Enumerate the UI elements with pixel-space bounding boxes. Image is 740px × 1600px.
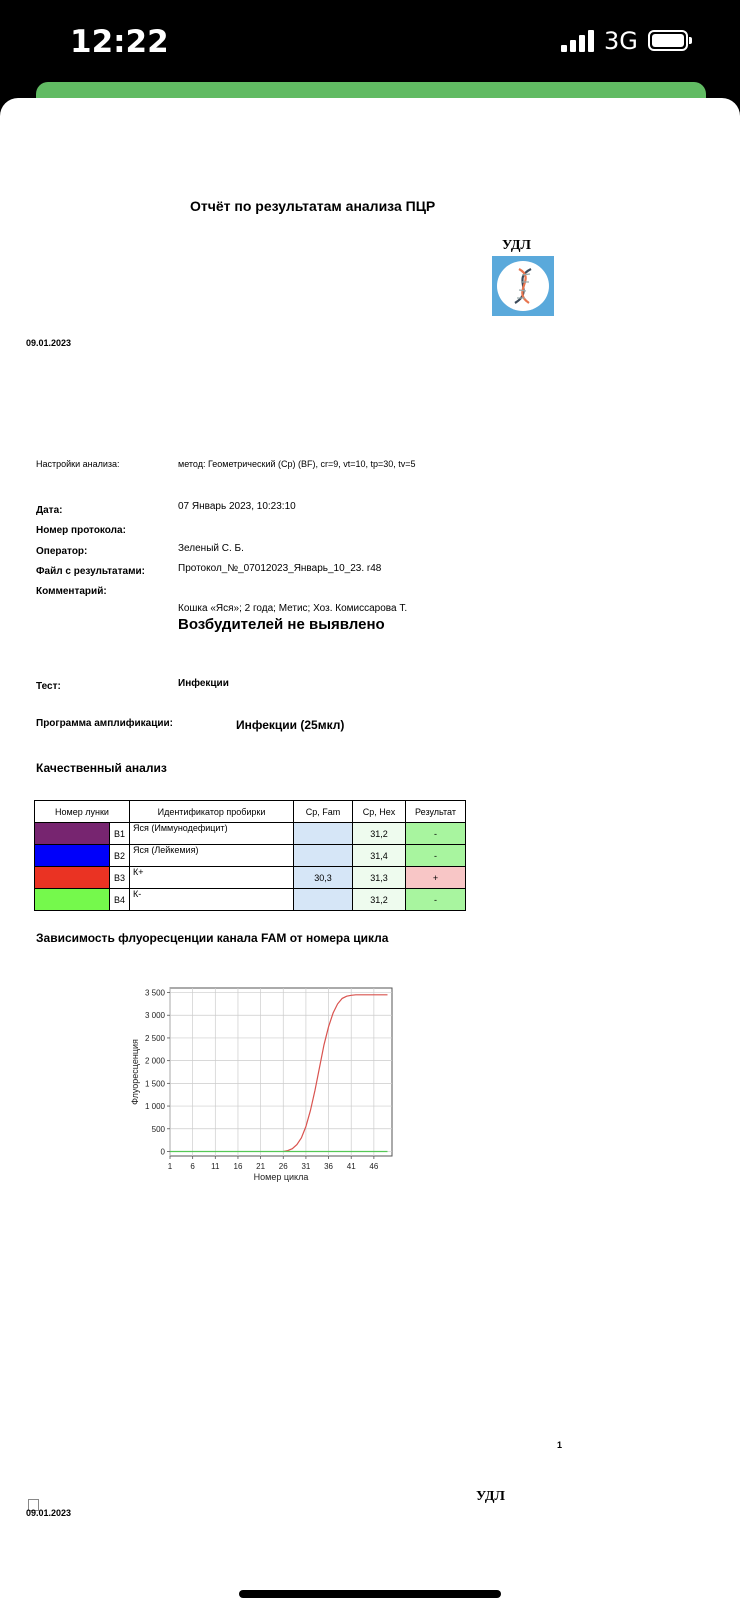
header-result: Результат: [406, 801, 466, 823]
well-color-swatch: [35, 845, 110, 867]
qualitative-heading: Качественный анализ: [36, 761, 167, 775]
y-tick-label: 1 500: [144, 1079, 165, 1089]
x-axis-label: Номер цикла: [253, 1172, 309, 1182]
fam-fluorescence-chart: [128, 976, 408, 1186]
result: -: [406, 823, 466, 845]
table-row: [35, 823, 466, 845]
result: +: [406, 867, 466, 889]
operator-label: Оператор:: [36, 546, 88, 557]
cp-fam: [294, 845, 353, 867]
program-value: Инфекции (25мкл): [236, 718, 345, 732]
y-tick-label: 1 000: [144, 1102, 165, 1112]
y-tick-label: 3 500: [144, 988, 165, 998]
program-label: Программа амплификации:: [36, 718, 173, 729]
x-tick-label: 36: [324, 1162, 334, 1171]
cp-fam: [294, 889, 353, 911]
tube-id: Яся (Лейкемия): [130, 845, 294, 867]
table-header-row: [35, 801, 466, 823]
header-cp-fam: Cp, Fam: [294, 801, 353, 823]
conclusion: Возбудителей не выявлено: [178, 616, 385, 633]
table-row: [35, 867, 466, 889]
table-row: [35, 889, 466, 911]
x-tick-label: 6: [190, 1162, 195, 1171]
cp-fam: 30,3: [294, 867, 353, 889]
x-tick-label: 21: [256, 1162, 266, 1171]
tube-id: К+: [130, 867, 294, 889]
dna-logo-icon: [492, 256, 554, 316]
test-value: Инфекции: [178, 678, 229, 689]
x-tick-label: 11: [211, 1162, 220, 1171]
x-tick-label: 16: [233, 1162, 243, 1171]
status-bar: [0, 0, 740, 82]
well-color-swatch: [35, 823, 110, 845]
x-tick-label: 41: [346, 1162, 356, 1171]
y-tick-label: 0: [160, 1147, 165, 1157]
well-number: B4: [110, 889, 130, 911]
x-tick-label: 1: [167, 1162, 173, 1171]
well-number: B3: [110, 867, 130, 889]
results-table: [34, 800, 466, 911]
protocol-label: Номер протокола:: [36, 525, 126, 536]
file-value: Протокол_№_07012023_Январь_10_23. r48: [178, 563, 382, 574]
file-label: Файл с результатами:: [36, 566, 145, 577]
settings-label: Настройки анализа:: [36, 459, 120, 469]
signal-icon: [561, 30, 595, 52]
comment-label: Комментарий:: [36, 586, 107, 597]
well-number: B1: [110, 823, 130, 845]
comment-value: Кошка «Яся»; 2 года; Метис; Хоз. Комиссарова Т.: [178, 603, 408, 614]
well-number: B2: [110, 845, 130, 867]
settings-value: метод: Геометрический (Cp) (BF), cr=9, vt=10, tp=30, tv=5: [178, 459, 416, 469]
footer-org: УДЛ: [476, 1489, 505, 1504]
date-top: 09.01.2023: [26, 338, 72, 348]
cp-hex: 31,4: [353, 845, 406, 867]
battery-icon: [648, 30, 688, 51]
y-tick-label: 500: [151, 1124, 165, 1134]
org-name: УДЛ: [502, 238, 531, 253]
footer-date: 09.01.2023: [26, 1508, 72, 1518]
date-value: 07 Январь 2023, 10:23:10: [178, 501, 296, 512]
header-well: Номер лунки: [35, 801, 130, 823]
y-axis-label: Флуоресценция: [130, 1039, 140, 1105]
x-tick-label: 46: [369, 1162, 379, 1171]
x-tick-label: 26: [278, 1162, 288, 1171]
tube-id: Яся (Иммунодефицит): [130, 823, 294, 845]
test-label: Тест:: [36, 681, 61, 692]
home-indicator[interactable]: [239, 1590, 501, 1598]
chart-heading: Зависимость флуоресценции канала FAM от номера цикла: [36, 931, 389, 945]
tube-id: К-: [130, 889, 294, 911]
header-cp-hex: Cp, Hex: [353, 801, 406, 823]
result: -: [406, 889, 466, 911]
cp-hex: 31,2: [353, 889, 406, 911]
well-color-swatch: [35, 889, 110, 911]
cp-hex: 31,2: [353, 823, 406, 845]
header-tube-id: Идентификатор пробирки: [130, 801, 294, 823]
network-type: 3G: [604, 27, 638, 55]
date-label: Дата:: [36, 505, 63, 516]
result: -: [406, 845, 466, 867]
table-row: [35, 845, 466, 867]
report-title: Отчёт по результатам анализа ПЦР: [190, 198, 436, 214]
y-tick-label: 2 000: [144, 1056, 165, 1066]
operator-value: Зеленый С. Б.: [178, 543, 244, 554]
x-tick-label: 31: [301, 1162, 311, 1171]
status-time: 12:22: [70, 24, 169, 60]
plot-area: [170, 988, 392, 1156]
y-tick-label: 3 000: [144, 1011, 165, 1021]
page-number: 1: [557, 1440, 563, 1450]
y-tick-label: 2 500: [144, 1033, 165, 1043]
cp-fam: [294, 823, 353, 845]
well-color-swatch: [35, 867, 110, 889]
cp-hex: 31,3: [353, 867, 406, 889]
document-sheet[interactable]: [0, 98, 740, 1600]
